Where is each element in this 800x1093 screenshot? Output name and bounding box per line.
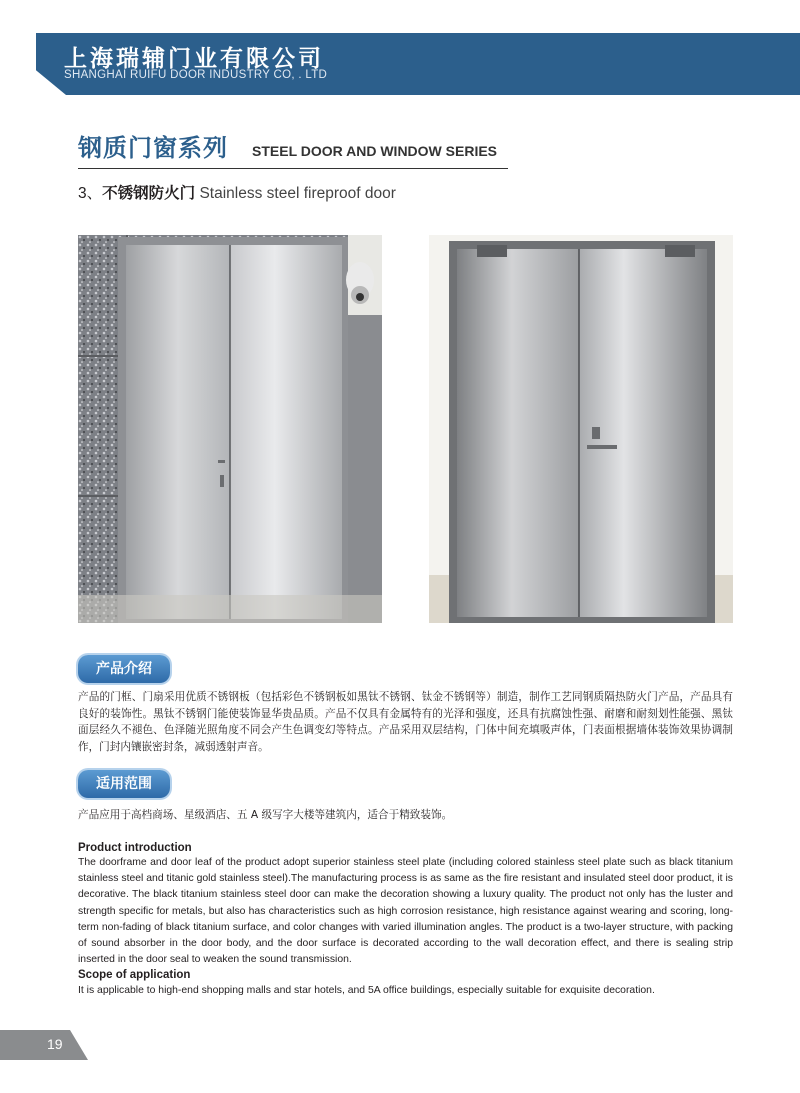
- tag-scope: 适用范围: [78, 770, 170, 798]
- intro-text-en: The doorframe and door leaf of the product adopt superior stainless steel plate (including colored stainless steel plate such as black titanium stainless steel and titanic gold stainless steel).The manufacturing process is as same as the fire resistant and insulated steel door product, it is decorative. The black titanium stainless steel door can make the decoration showing a luxury quality. The product not only has the luster and strength specific for metals, but also has characteristics such as high corrosion resistance, high resistance against wearing and scoring, long-term non-fading of black titanium surface, and color changes with varied illumination angles. The product is a two-layer structure, with packing of sound absorber in the door body, and the door surface is decorated according to the wall decoration effect, and there is sealing strip inserted in the door seal to weaken the sound transmission.: [78, 857, 733, 966]
- company-name-cn: 上海瑞辅门业有限公司: [64, 46, 324, 72]
- door-photo-granite: [78, 235, 382, 623]
- intro-text-cn: 产品的门框、门扇采用优质不锈钢板（包括彩色不锈钢板如黑钛不锈钢、钛金不锈钢等）制造，制作工艺同钢质隔热防火门产品，产品具有良好的装饰性。黑钛不锈钢门能使装饰显华贵品质。产品不仅具有金属特有的光泽和强度，还具有抗腐蚀性强、耐磨和耐刻划性能强、黑钛面层经久不褪色、色泽随光照角度不同会产生色调变幻等特点。产品采用双层结构，门体中间充填吸声体，门表面根据墙体装饰效果协调制作，门封内镶嵌密封条，减弱透射声音。: [78, 691, 733, 753]
- scope-heading-en: Scope of application: [78, 969, 191, 981]
- scope-text-cn: 产品应用于高档商场、星级酒店、五 A 级写字大楼等建筑内，适合于精致装饰。: [78, 809, 453, 821]
- page-number-tab: [0, 1030, 88, 1060]
- product-name-cn: 不锈钢防火门: [102, 185, 196, 202]
- section-divider: [78, 168, 508, 169]
- tag-product-intro: 产品介绍: [78, 655, 170, 683]
- company-name-en: SHANGHAI RUIFU DOOR INDUSTRY CO, . LTD: [64, 69, 328, 81]
- scope-text-en: It is applicable to high-end shopping malls and star hotels, and 5A office buildings, especially suitable for exquisite decoration.: [78, 985, 655, 996]
- door-photo-plain: [429, 235, 733, 623]
- product-number: 3、: [78, 185, 103, 202]
- page-number: 19: [47, 1036, 63, 1052]
- intro-heading-en: Product introduction: [78, 842, 192, 854]
- section-title-en: STEEL DOOR AND WINDOW SERIES: [252, 143, 498, 159]
- section-title-cn: 钢质门窗系列: [78, 134, 228, 162]
- product-title: [78, 181, 396, 203]
- product-name-en: Stainless steel fireproof door: [199, 185, 396, 202]
